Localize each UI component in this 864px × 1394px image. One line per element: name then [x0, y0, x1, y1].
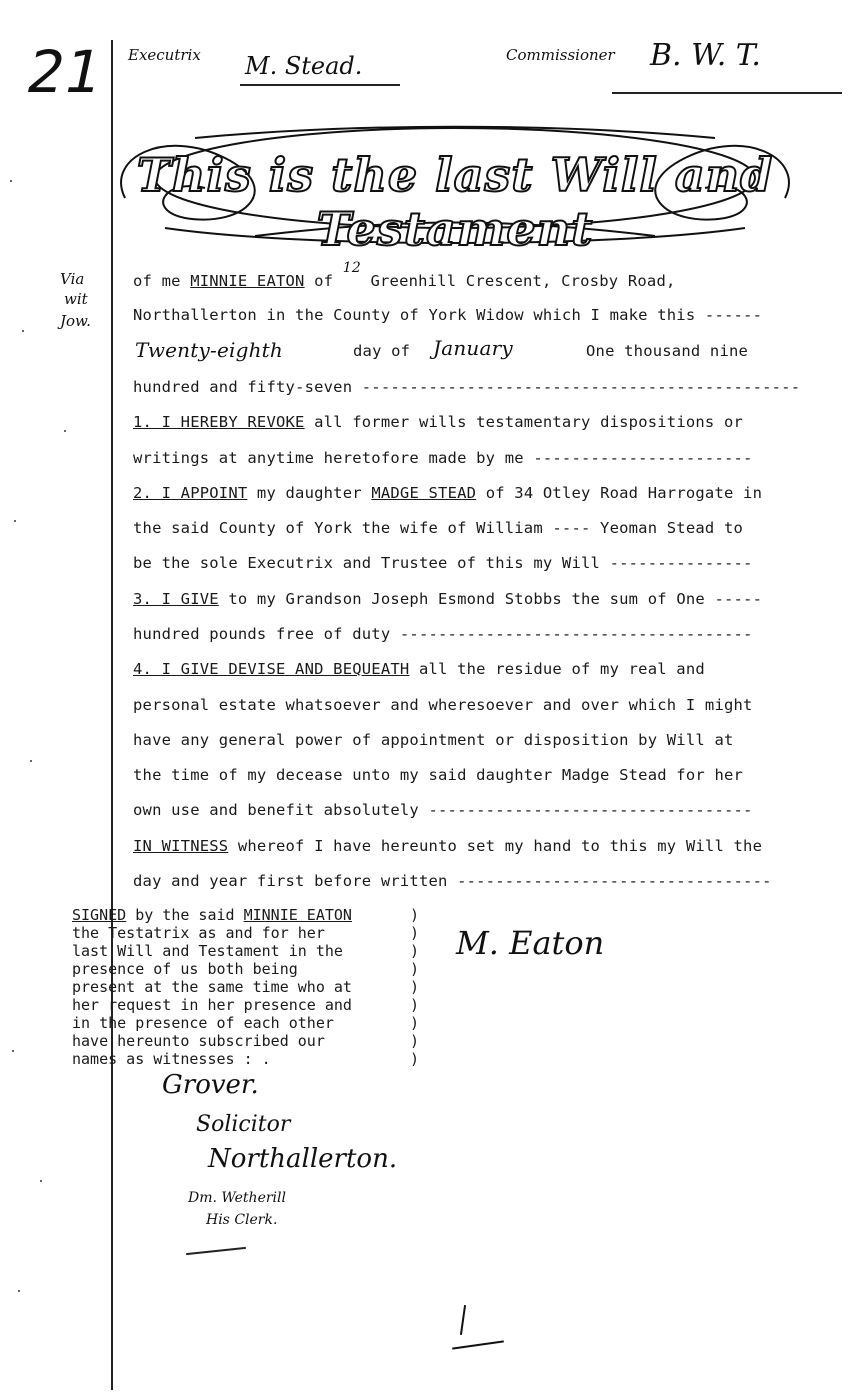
commissioner-underline: [612, 92, 842, 94]
page-mark-tick: [452, 1340, 504, 1349]
will-line-14: have any general power of appointment or disposition by Will at: [133, 731, 734, 749]
attestation-line-6: her request in her presence and: [72, 996, 352, 1014]
title-banner: [105, 118, 805, 256]
will-line-18: day and year first before written ---------------------------------: [133, 872, 772, 890]
will-line-17: IN WITNESS whereof I have hereunto set my hand to this my Will the: [133, 837, 763, 855]
executrix-underline: [240, 84, 400, 86]
executrix-label: Executrix: [128, 46, 201, 64]
will-line-10: 3. I GIVE to my Grandson Joseph Esmond Stobbs the sum of One -----: [133, 590, 763, 608]
will-line-4: hundred and fifty-seven ----------------------------------------------: [133, 378, 801, 396]
will-line-7: 2. I APPOINT my daughter MADGE STEAD of 34 Otley Road Harrogate in: [133, 484, 763, 502]
will-line-16: own use and benefit absolutely ----------------------------------: [133, 801, 753, 819]
page-mark: [460, 1305, 466, 1335]
attestation-line-1: SIGNED by the said MINNIE EATON: [72, 906, 352, 924]
will-line-6: writings at anytime heretofore made by me -----------------------: [133, 449, 753, 467]
will-line-9: be the sole Executrix and Trustee of this my Will ---------------: [133, 554, 753, 572]
testatrix-signature: M. Eaton: [456, 924, 605, 962]
witness-2-title: His Clerk.: [206, 1212, 278, 1228]
margin-note-3: Jow.: [60, 312, 91, 330]
will-line-15: the time of my decease unto my said daughter Madge Stead for her: [133, 766, 744, 784]
testatrix-name: MINNIE EATON: [190, 272, 305, 290]
attestation-bracket: ) ) ) ) ) ) ) ) ): [410, 906, 420, 1068]
document-title: This is the last Will and Testament: [136, 148, 774, 256]
margin-number: 21: [20, 38, 110, 106]
attestation-line-7: in the presence of each other: [72, 1014, 334, 1032]
handwritten-month: January: [433, 336, 513, 360]
executrix-initials: M. Stead.: [245, 52, 363, 80]
attestation-line-8: have hereunto subscribed our: [72, 1032, 325, 1050]
attestation-line-9: names as witnesses : .: [72, 1050, 271, 1068]
will-line-1: of me MINNIE EATON of 12 Greenhill Crescent, Crosby Road,: [133, 260, 676, 290]
witness-underline: [186, 1247, 246, 1255]
will-line-8: the said County of York the wife of William ---- Yeoman Stead to: [133, 519, 744, 537]
house-number: 12: [342, 260, 361, 276]
will-line-12: 4. I GIVE DEVISE AND BEQUEATH all the residue of my real and: [133, 660, 705, 678]
commissioner-label: Commissioner: [506, 46, 615, 64]
commissioner-signature: B. W. T.: [650, 38, 761, 73]
witness-1-title: Solicitor: [196, 1112, 291, 1137]
attestation-line-2: the Testatrix as and for her: [72, 924, 325, 942]
will-line-5: 1. I HEREBY REVOKE all former wills testamentary dispositions or: [133, 413, 744, 431]
witness-1-town: Northallerton.: [208, 1144, 398, 1174]
margin-note-2: wit: [64, 290, 88, 308]
witness-1-name: Grover.: [162, 1070, 259, 1100]
will-line-13: personal estate whatsoever and wheresoever and over which I might: [133, 696, 753, 714]
witness-2-name: Dm. Wetherill: [188, 1190, 286, 1206]
handwritten-day: Twenty-eighth: [135, 338, 283, 362]
margin-note-1: Via: [60, 270, 85, 288]
will-line-2: Northallerton in the County of York Widow which I make this ------: [133, 306, 763, 324]
attestation-line-5: present at the same time who at: [72, 978, 352, 996]
attestation-line-4: presence of us both being: [72, 960, 298, 978]
attestation-line-3: last Will and Testament in the: [72, 942, 343, 960]
will-line-11: hundred pounds free of duty -------------------------------------: [133, 625, 753, 643]
